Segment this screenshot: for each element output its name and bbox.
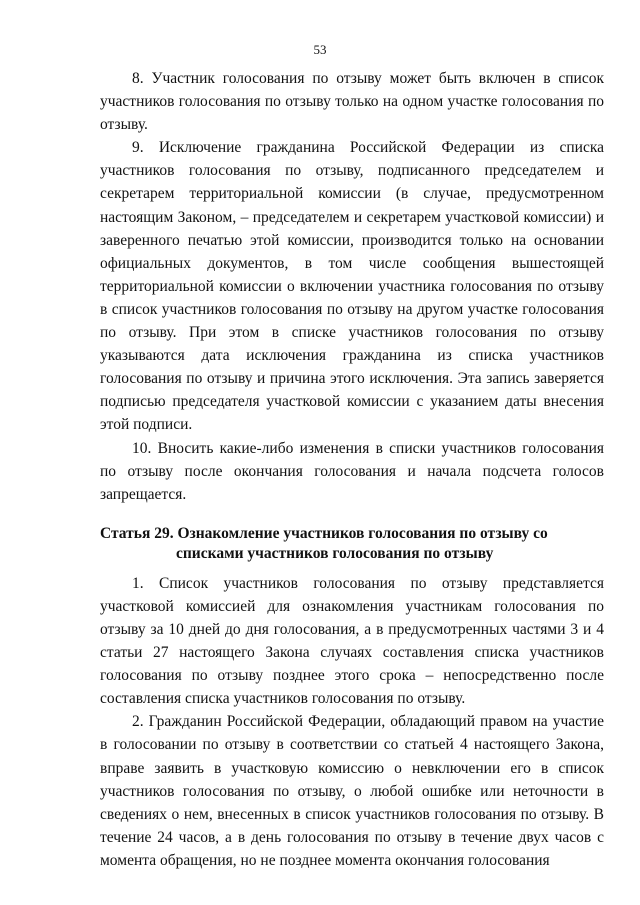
article-29-heading: Статья 29. Ознакомление участников голосования по отзыву со списками участников голосования по отзыву — [100, 524, 548, 562]
paragraph-9: 9. Исключение гражданина Российской Федерации из списка участников голосования по отзыву, подписанного председателем и секретарем территориальной комиссии (в случае, предусмотренном настоящим Законом, – председателем и секретарем участковой комиссии) и заверенного печатью этой комиссии, производится только на основании официальных документов, в том числе сообщения вышестоящей территориальной комиссии о включении участника голосования по отзыву в список участников голосования по отзыву на другом участке голосования по отзыву. При этом в списке участников голосования по отзыву указываются дата исключения гражданина из списка участников голосования по отзыву и причина этого исключения. Эта запись заверяется подписью председателя участковой комиссии с указанием даты внесения этой подписи. — [100, 139, 604, 434]
article-29-paragraph-1: 1. Список участников голосования по отзыву представляется участковой комиссией для ознакомления участникам голосования по отзыву за 10 дней до дня голосования, а в предусмотренных частями 3 и 4 статьи 27 настоящего Закона случаях составления списка участников голосования по отзыву позднее этого срока – непосредственно после составления списка участников голосования по отзыву. — [100, 574, 604, 708]
paragraph-10: 10. Вносить какие-либо изменения в списки участников голосования по отзыву после окончания голосования и начала подсчета голосов запрещается. — [100, 439, 604, 503]
paragraph-8: 8. Участник голосования по отзыву может быть включен в список участников голосования по отзыву только на одном участке голосования по отзыву. — [100, 70, 604, 134]
article-29-paragraph-2: 2. Гражданин Российской Федерации, обладающий правом на участие в голосовании по отзыву в соответствии со статьей 4 настоящего Закона, вправе заявить в участковую комиссию о невключении его в список участников голосования по отзыву, о любой ошибке или неточности в сведениях о нем, внесенных в список участников голосования по отзыву. В течение 24 часов, а в день голосования по отзыву в течение двух часов с момента обращения, но не позднее момента окончания голосования — [100, 713, 604, 869]
document-body — [100, 67, 604, 872]
page-number: 53 — [313, 42, 327, 57]
